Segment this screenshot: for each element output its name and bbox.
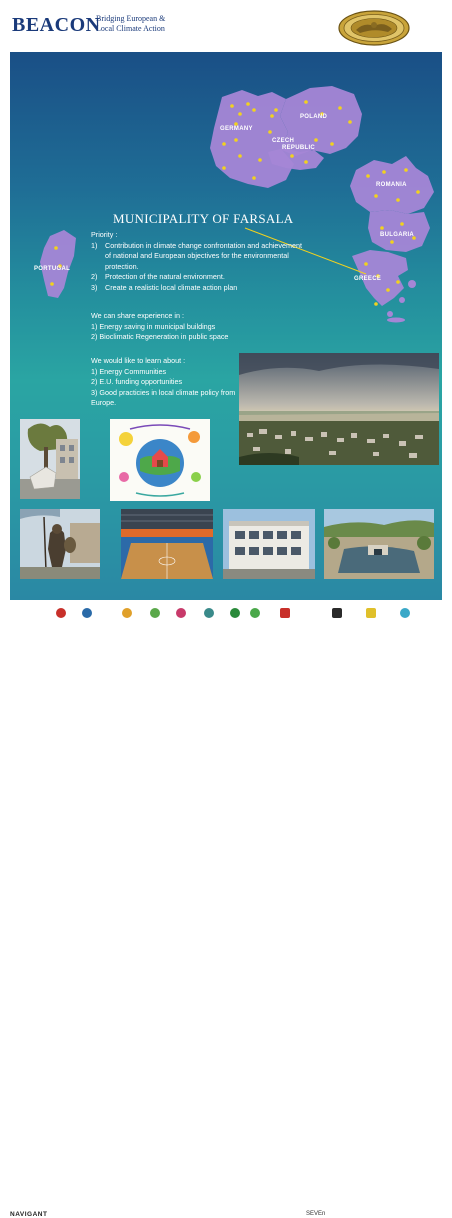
farsala-panorama-photo bbox=[239, 353, 439, 465]
priority-text: Create a realistic local climate action plan bbox=[105, 282, 238, 292]
header bbox=[0, 0, 452, 52]
priority-item bbox=[91, 283, 306, 294]
share-heading: We can share experience in : bbox=[91, 311, 184, 320]
priority-text: Protection of the natural environment. bbox=[105, 272, 225, 281]
label-romania: ROMANIA bbox=[376, 182, 407, 188]
priority-item bbox=[91, 272, 306, 283]
tagline-line2: Local Climate Action bbox=[96, 24, 165, 33]
beacon-logo: BEACON bbox=[12, 14, 101, 36]
learn-block bbox=[91, 356, 251, 409]
river-park-photo bbox=[324, 509, 434, 579]
beacon-tagline bbox=[96, 14, 165, 34]
label-portugal: PORTUGAL bbox=[34, 266, 71, 272]
learn-item: 1) Energy Communities bbox=[91, 366, 167, 376]
partner-logo-icon bbox=[400, 608, 410, 618]
share-item: 2) Bioclimatic Regeneration in public space bbox=[91, 332, 229, 341]
label-czech-line2: REPUBLIC bbox=[282, 145, 316, 151]
partner-logo-icon bbox=[280, 608, 290, 618]
tagline-line1: Bridging European & bbox=[96, 14, 166, 23]
sculpture-photo bbox=[20, 419, 80, 499]
portugal-shape bbox=[40, 230, 76, 298]
label-poland: POLAND bbox=[300, 114, 328, 120]
partners-footer bbox=[0, 600, 452, 1218]
label-germany: GERMANY bbox=[220, 126, 253, 132]
warrior-statue-photo bbox=[20, 509, 100, 579]
priority-num: 1) bbox=[91, 240, 98, 250]
partner-logo-icon bbox=[250, 608, 260, 618]
learn-item: 3) Good practicies in local climate policy from Europe. bbox=[91, 387, 236, 407]
partner-logo-icon bbox=[82, 608, 92, 618]
learn-heading: We would like to learn about : bbox=[91, 356, 186, 365]
priority-heading: Priority : bbox=[91, 230, 118, 239]
label-czech bbox=[272, 138, 315, 152]
childrens-drawing-photo bbox=[110, 419, 210, 501]
priority-num: 2) bbox=[91, 272, 98, 281]
bulgaria-shape bbox=[368, 210, 430, 252]
partner-navigant: NAVIGANT bbox=[10, 1211, 48, 1218]
share-block bbox=[91, 311, 306, 343]
priority-item bbox=[91, 241, 306, 273]
priority-num: 3) bbox=[91, 282, 98, 292]
share-item: 1) Energy saving in municipal buildings bbox=[91, 321, 216, 331]
label-czech-line1: CZECH bbox=[272, 138, 295, 144]
partner-logo-icon bbox=[122, 608, 132, 618]
farsala-seal-icon bbox=[338, 10, 410, 46]
label-greece: GREECE bbox=[354, 276, 382, 282]
main-panel bbox=[10, 52, 442, 600]
partner-logo-icon bbox=[204, 608, 214, 618]
label-bulgaria: BULGARIA bbox=[380, 232, 415, 238]
learn-item: 2) E.U. funding opportunities bbox=[91, 377, 183, 386]
partner-logo-icon bbox=[56, 608, 66, 618]
priority-text: Contribution in climate change confrontation and achievement of national and European objectives for the environmental protection. bbox=[105, 240, 302, 271]
partner-logo-icon bbox=[332, 608, 342, 618]
partner-seven: SEVEn bbox=[306, 1211, 326, 1217]
priority-block bbox=[91, 230, 306, 293]
partner-logo-icon bbox=[150, 608, 160, 618]
partner-logo-icon bbox=[176, 608, 186, 618]
sports-hall-photo bbox=[121, 509, 213, 579]
partner-logo-icon bbox=[230, 608, 240, 618]
municipality-title: MUNICIPALITY OF FARSALA bbox=[113, 211, 294, 226]
german-ministry-logo-icon bbox=[366, 608, 376, 618]
school-building-photo bbox=[223, 509, 315, 579]
